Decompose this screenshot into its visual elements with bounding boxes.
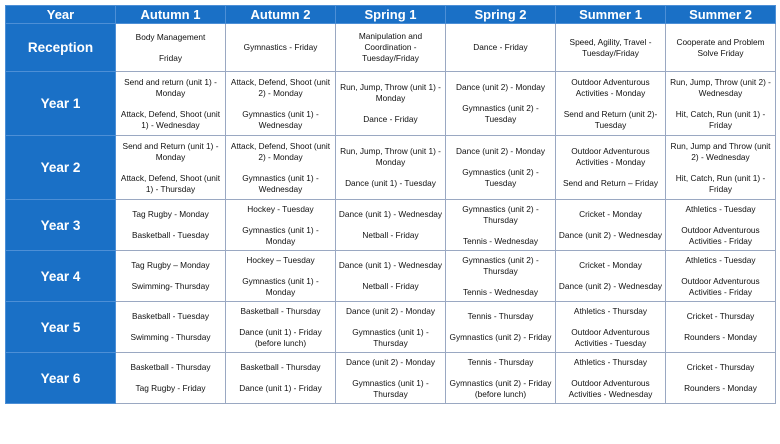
activity-entry: Tennis - Thursday (467, 311, 534, 321)
schedule-cell (446, 353, 556, 404)
activity-entry: Hockey - Tuesday (247, 203, 314, 214)
schedule-cell (116, 302, 226, 353)
schedule-cell (116, 136, 226, 200)
term-header-summer-2: Summer 2 (666, 6, 776, 24)
activity-entry: Swimming- Thursday (131, 281, 210, 291)
activity-entry: Gymnastics (unit 2) - Thursday (462, 254, 539, 276)
activity-entry: Gymnastics (unit 1) - Thursday (352, 377, 429, 399)
term-header-summer-1: Summer 1 (556, 6, 666, 24)
activity-entry: Rounders - Monday (684, 332, 757, 342)
activity-entry: Dance - Friday (363, 114, 418, 124)
schedule-cell (226, 136, 336, 200)
activity-entry: Dance (unit 2) - Monday (345, 305, 435, 316)
activity-entry: Gymnastics (unit 1) - Wednesday (242, 172, 319, 194)
schedule-cell (556, 72, 666, 136)
activity-entry: Dance (unit 1) - Wednesday (338, 260, 443, 270)
activity-entry: Send and return (unit 1) - Monday (124, 76, 217, 98)
schedule-cell (446, 302, 556, 353)
activity-entry: Athletics - Tuesday (685, 254, 756, 265)
schedule-cell (556, 200, 666, 251)
header-row (6, 6, 776, 24)
table-row (6, 24, 776, 72)
activity-entry: Cricket - Monday (579, 209, 642, 219)
term-header-spring-2: Spring 2 (446, 6, 556, 24)
activity-entry: Gymnastics (unit 2) - Friday (before lunch) (449, 377, 552, 399)
table-row (6, 251, 776, 302)
activity-entry: Gymnastics (unit 1) - Monday (242, 275, 319, 297)
activity-entry: Attack, Defend, Shoot (unit 1) - Thursday (120, 172, 221, 194)
activity-entry: Friday (158, 52, 183, 63)
activity-entry: Attack, Defend, Shoot (unit 2) - Monday (230, 76, 331, 98)
activity-entry: Basketball - Thursday (240, 362, 321, 372)
activity-entry: Gymnastics (unit 1) - Monday (242, 224, 319, 246)
schedule-cell (226, 200, 336, 251)
schedule-cell (116, 353, 226, 404)
activity-entry: Attack, Defend, Shoot (unit 1) - Wednesday (120, 108, 221, 130)
schedule-cell (446, 200, 556, 251)
schedule-cell (666, 251, 776, 302)
activity-entry: Basketball - Thursday (240, 305, 321, 316)
activity-entry: Gymnastics (unit 1) - Wednesday (242, 108, 319, 130)
activity-entry: Attack, Defend, Shoot (unit 2) - Monday (230, 140, 331, 162)
schedule-cell (226, 302, 336, 353)
schedule-cell (226, 72, 336, 136)
activity-entry: Cooperate and Problem Solve Friday (676, 36, 765, 58)
activity-entry: Basketball - Tuesday (131, 230, 210, 240)
year-label: Reception (6, 24, 116, 72)
activity-entry: Dance (unit 2) - Wednesday (558, 230, 663, 240)
activity-entry: Tennis - Wednesday (462, 235, 539, 246)
year-label: Year 1 (6, 72, 116, 136)
activity-entry: Manipulation and Coordination - Tuesday/Friday (358, 31, 423, 63)
schedule-cell (226, 353, 336, 404)
year-column-header: Year (6, 6, 116, 24)
activity-entry: Tag Rugby - Monday (132, 209, 209, 219)
year-label: Year 2 (6, 136, 116, 200)
activity-entry: Run, Jump, Throw (unit 1) - Monday (340, 82, 441, 103)
schedule-cell (446, 251, 556, 302)
activity-entry: Basketball - Thursday (130, 362, 211, 372)
activity-entry: Gymnastics (unit 1) - Thursday (352, 326, 429, 348)
activity-entry: Body Management (135, 31, 206, 42)
activity-entry: Athletics - Tuesday (685, 203, 756, 214)
activity-entry: Rounders - Monday (684, 383, 757, 393)
term-header-spring-1: Spring 1 (336, 6, 446, 24)
pe-timetable (5, 5, 776, 404)
activity-entry: Dance (unit 1) - Wednesday (338, 209, 443, 219)
schedule-cell (446, 136, 556, 200)
table-row (6, 72, 776, 136)
table-row (6, 200, 776, 251)
activity-entry: Send and Return – Friday (562, 178, 658, 188)
activity-entry: Outdoor Adventurous Activities - Monday (571, 76, 650, 98)
activity-entry: Outdoor Adventurous Activities - Tuesday (571, 326, 650, 348)
activity-entry: Outdoor Adventurous Activities - Friday (681, 275, 760, 297)
schedule-cell (336, 136, 446, 200)
schedule-cell (336, 72, 446, 136)
activity-entry: Gymnastics (unit 2) - Tuesday (462, 167, 539, 188)
activity-entry: Swimming - Thursday (130, 332, 211, 342)
activity-entry: Dance (unit 1) - Tuesday (345, 178, 436, 188)
activity-entry: Outdoor Adventurous Activities - Monday (571, 146, 650, 167)
schedule-cell (226, 251, 336, 302)
year-label: Year 3 (6, 200, 116, 251)
activity-entry: Netball - Friday (362, 281, 419, 291)
schedule-cell (556, 251, 666, 302)
activity-entry: Gymnastics (unit 2) - Tuesday (462, 103, 539, 124)
schedule-cell (116, 251, 226, 302)
activity-entry: Dance (unit 1) - Friday (239, 383, 322, 393)
activity-entry: Gymnastics - Friday (243, 42, 318, 52)
activity-entry: Run, Jump and Throw (unit 2) - Wednesday (670, 140, 771, 162)
schedule-cell (666, 302, 776, 353)
activity-entry: Tennis - Thursday (467, 356, 534, 367)
activity-entry: Gymnastics (unit 2) - Thursday (462, 203, 539, 225)
year-label: Year 5 (6, 302, 116, 353)
timetable-grid (5, 5, 776, 404)
activity-entry: Dance (unit 1) - Friday (before lunch) (239, 326, 322, 348)
schedule-cell (666, 72, 776, 136)
schedule-cell (336, 251, 446, 302)
schedule-cell (666, 200, 776, 251)
table-row (6, 302, 776, 353)
schedule-cell (556, 24, 666, 72)
activity-entry: Tag Rugby – Monday (131, 260, 210, 270)
activity-entry: Gymnastics (unit 2) - Friday (449, 332, 552, 342)
activity-entry: Dance (unit 2) - Monday (455, 146, 545, 156)
schedule-cell (556, 353, 666, 404)
schedule-cell (666, 353, 776, 404)
activity-entry: Hit, Catch, Run (unit 1) - Friday (675, 172, 766, 194)
activity-entry: Tennis - Wednesday (462, 286, 539, 297)
schedule-cell (666, 136, 776, 200)
schedule-cell (116, 72, 226, 136)
table-row (6, 136, 776, 200)
activity-entry: Run, Jump, Throw (unit 1) - Monday (340, 146, 441, 167)
activity-entry: Send and Return (unit 2)- Tuesday (563, 108, 658, 130)
activity-entry: Dance (unit 2) - Monday (455, 82, 545, 92)
year-label: Year 4 (6, 251, 116, 302)
activity-entry: Send and Return (unit 1) - Monday (122, 140, 219, 162)
schedule-cell (336, 353, 446, 404)
schedule-cell (336, 302, 446, 353)
year-label: Year 6 (6, 353, 116, 404)
activity-entry: Athletics - Thursday (573, 356, 648, 367)
activity-entry: Dance - Friday (473, 42, 528, 52)
activity-entry: Cricket - Monday (579, 260, 642, 270)
activity-entry: Athletics - Thursday (573, 305, 648, 316)
schedule-cell (446, 72, 556, 136)
activity-entry: Outdoor Adventurous Activities - Friday (681, 224, 760, 246)
term-header-autumn-1: Autumn 1 (116, 6, 226, 24)
schedule-cell (446, 24, 556, 72)
schedule-cell (336, 200, 446, 251)
schedule-cell (226, 24, 336, 72)
schedule-cell (556, 136, 666, 200)
schedule-cell (666, 24, 776, 72)
activity-entry: Cricket - Thursday (686, 311, 755, 321)
activity-entry: Netball - Friday (362, 230, 419, 240)
schedule-cell (336, 24, 446, 72)
activity-entry: Outdoor Adventurous Activities - Wednesday (568, 377, 653, 399)
activity-entry: Dance (unit 2) - Wednesday (558, 281, 663, 291)
activity-entry: Run, Jump, Throw (unit 2) - Wednesday (670, 76, 771, 98)
activity-entry: Basketball - Tuesday (131, 311, 210, 321)
activity-entry: Tag Rugby - Friday (135, 383, 206, 393)
activity-entry: Hit, Catch, Run (unit 1) - Friday (675, 108, 766, 130)
activity-entry: Hockey – Tuesday (246, 254, 315, 265)
activity-entry: Speed, Agility, Travel - Tuesday/Friday (569, 36, 652, 58)
schedule-cell (116, 200, 226, 251)
term-header-autumn-2: Autumn 2 (226, 6, 336, 24)
activity-entry: Dance (unit 2) - Monday (345, 356, 435, 367)
table-row (6, 353, 776, 404)
schedule-cell (116, 24, 226, 72)
schedule-cell (556, 302, 666, 353)
activity-entry: Cricket - Thursday (686, 362, 755, 372)
